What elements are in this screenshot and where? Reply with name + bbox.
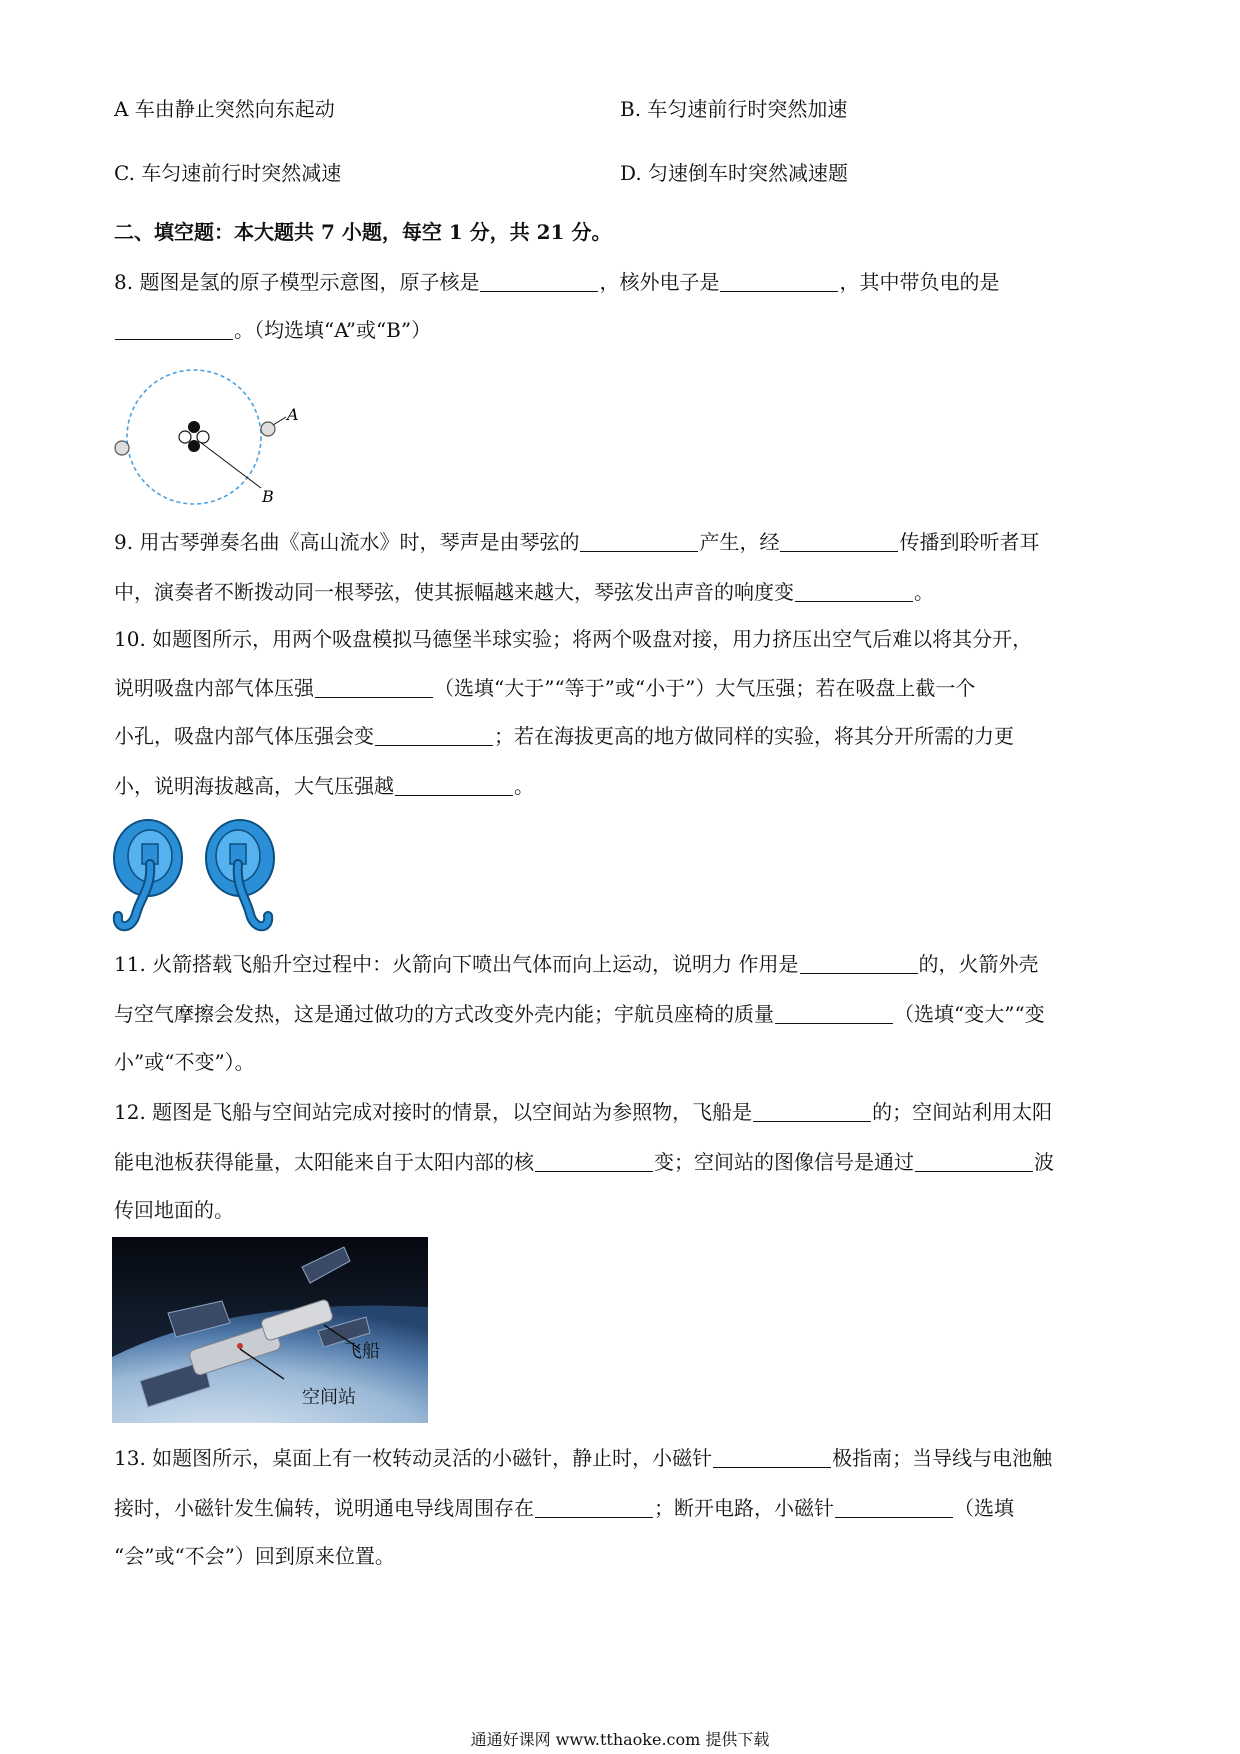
atom-model-figure bbox=[108, 362, 308, 512]
question-10-line-3 bbox=[114, 722, 1014, 750]
option-a: A 车由静止突然向东起动 bbox=[114, 97, 335, 121]
suction-cup-left bbox=[114, 820, 182, 926]
answer-blank[interactable] bbox=[315, 677, 433, 698]
question-12-line-2 bbox=[114, 1148, 1054, 1176]
q9-text-1: 9. 用古琴弹奏名曲《高山流水》时，琴声是由琴弦的 bbox=[114, 530, 580, 554]
q13-text-2: 极指南；当导线与电池触 bbox=[832, 1446, 1053, 1470]
q9-text-3: 传播到聆听者耳 bbox=[899, 530, 1040, 554]
q12-text-5: 波 bbox=[1034, 1150, 1054, 1174]
q12-text-4: 变；空间站的图像信号是通过 bbox=[654, 1150, 914, 1174]
q10-text-5: 小，说明海拔越高，大气压强越 bbox=[114, 774, 394, 798]
option-d: D. 匀速倒车时突然减速题 bbox=[620, 161, 849, 185]
question-10-line-2 bbox=[114, 674, 975, 702]
question-13-line-2 bbox=[114, 1494, 1014, 1522]
question-9-line-1 bbox=[114, 528, 1039, 556]
q9-text-4: 中，演奏者不断拨动同一根琴弦，使其振幅越来越大，琴弦发出声音的响度变 bbox=[114, 580, 794, 604]
question-8-line-2 bbox=[114, 316, 431, 344]
nucleus-particle bbox=[188, 421, 200, 433]
answer-blank[interactable] bbox=[795, 581, 913, 602]
answer-blank[interactable] bbox=[580, 531, 698, 552]
q9-text-5: 。 bbox=[914, 580, 934, 604]
question-8-line-1 bbox=[114, 268, 999, 296]
question-11-line-3: 小”或“不变”）。 bbox=[114, 1050, 255, 1074]
question-11-line-1 bbox=[114, 950, 1039, 978]
suction-cup-right bbox=[206, 820, 274, 926]
electron-left bbox=[115, 441, 129, 455]
question-12-line-3: 传回地面的。 bbox=[114, 1198, 234, 1222]
answer-blank[interactable] bbox=[395, 775, 513, 796]
answer-blank[interactable] bbox=[375, 725, 493, 746]
question-10-line-4 bbox=[114, 772, 534, 800]
question-12-line-1 bbox=[114, 1098, 1052, 1126]
answer-blank[interactable] bbox=[780, 531, 898, 552]
question-11-line-2 bbox=[114, 1000, 1045, 1028]
suction-cups-figure bbox=[112, 818, 282, 940]
answer-blank[interactable] bbox=[480, 271, 598, 292]
electron-a bbox=[261, 422, 275, 436]
q8-text-3: ，其中带负电的是 bbox=[839, 270, 1000, 294]
answer-blank[interactable] bbox=[720, 271, 838, 292]
answer-blank[interactable] bbox=[753, 1101, 871, 1122]
question-13-line-1 bbox=[114, 1444, 1052, 1472]
label-b: B bbox=[262, 487, 274, 506]
q13-text-5: （选填 bbox=[954, 1496, 1014, 1520]
q11-text-2: 的，火箭外壳 bbox=[918, 952, 1039, 976]
nucleus-particle bbox=[188, 440, 200, 452]
label-a: A bbox=[287, 405, 299, 424]
answer-blank[interactable] bbox=[535, 1151, 653, 1172]
q10-text-1: 说明吸盘内部气体压强 bbox=[114, 676, 314, 700]
q8-text-1: 8. 题图是氢的原子模型示意图，原子核是 bbox=[114, 270, 480, 294]
q12-text-3: 能电池板获得能量，太阳能来自于太阳内部的核 bbox=[114, 1150, 534, 1174]
question-10-line-1: 10. 如题图所示，用两个吸盘模拟马德堡半球实验；将两个吸盘对接，用力挤压出空气后难以将其分开， bbox=[114, 627, 1033, 651]
footer-credit: 通通好课网 www.tthaoke.com 提供下载 bbox=[470, 1730, 770, 1749]
q12-text-2: 的；空间站利用太阳 bbox=[872, 1100, 1053, 1124]
q11-text-1: 11. 火箭搭载飞船升空过程中：火箭向下喷出气体而向上运动，说明力 作用是 bbox=[114, 952, 799, 976]
answer-blank[interactable] bbox=[115, 319, 233, 340]
q10-text-6: 。 bbox=[514, 774, 534, 798]
space-station-figure bbox=[112, 1237, 428, 1423]
question-13-line-3: “会”或“不会”）回到原来位置。 bbox=[114, 1544, 395, 1568]
q13-text-4: ；断开电路，小磁针 bbox=[654, 1496, 834, 1520]
label-b-leader bbox=[200, 442, 261, 488]
q11-text-4: （选填“变大”“变 bbox=[894, 1002, 1045, 1026]
nucleus-particle bbox=[179, 431, 191, 443]
question-9-line-2 bbox=[114, 578, 934, 606]
electron-orbit bbox=[127, 370, 261, 504]
q13-text-1: 13. 如题图所示，桌面上有一枚转动灵活的小磁针，静止时，小磁针 bbox=[114, 1446, 713, 1470]
q10-text-2: （选填“大于”“等于”或“小于”）大气压强；若在吸盘上截一个 bbox=[434, 676, 976, 700]
q9-text-2: 产生，经 bbox=[699, 530, 780, 554]
label-space-station: 空间站 bbox=[302, 1387, 356, 1408]
q13-text-3: 接时，小磁针发生偏转，说明通电导线周围存在 bbox=[114, 1496, 534, 1520]
answer-blank[interactable] bbox=[835, 1497, 953, 1518]
answer-blank[interactable] bbox=[775, 1003, 893, 1024]
section-heading: 二、填空题：本大题共 7 小题，每空 1 分，共 21 分。 bbox=[114, 220, 612, 244]
q8-text-2: ，核外电子是 bbox=[599, 270, 720, 294]
label-spaceship: 飞船 bbox=[344, 1341, 380, 1362]
q10-text-3: 小孔，吸盘内部气体压强会变 bbox=[114, 724, 374, 748]
q8-text-4: 。（均选填“A”或“B”） bbox=[234, 318, 432, 342]
q12-text-1: 12. 题图是飞船与空间站完成对接时的情景，以空间站为参照物，飞船是 bbox=[114, 1100, 753, 1124]
option-b: B. 车匀速前行时突然加速 bbox=[620, 97, 848, 121]
q11-text-3: 与空气摩擦会发热，这是通过做功的方式改变外壳内能；宇航员座椅的质量 bbox=[114, 1002, 774, 1026]
answer-blank[interactable] bbox=[535, 1497, 653, 1518]
label-a-leader bbox=[273, 417, 286, 425]
answer-blank[interactable] bbox=[915, 1151, 1033, 1172]
nucleus-particle bbox=[197, 431, 209, 443]
option-c: C. 车匀速前行时突然减速 bbox=[114, 161, 342, 185]
q10-text-4: ；若在海拔更高的地方做同样的实验，将其分开所需的力更 bbox=[494, 724, 1014, 748]
answer-blank[interactable] bbox=[800, 953, 918, 974]
answer-blank[interactable] bbox=[713, 1447, 831, 1468]
